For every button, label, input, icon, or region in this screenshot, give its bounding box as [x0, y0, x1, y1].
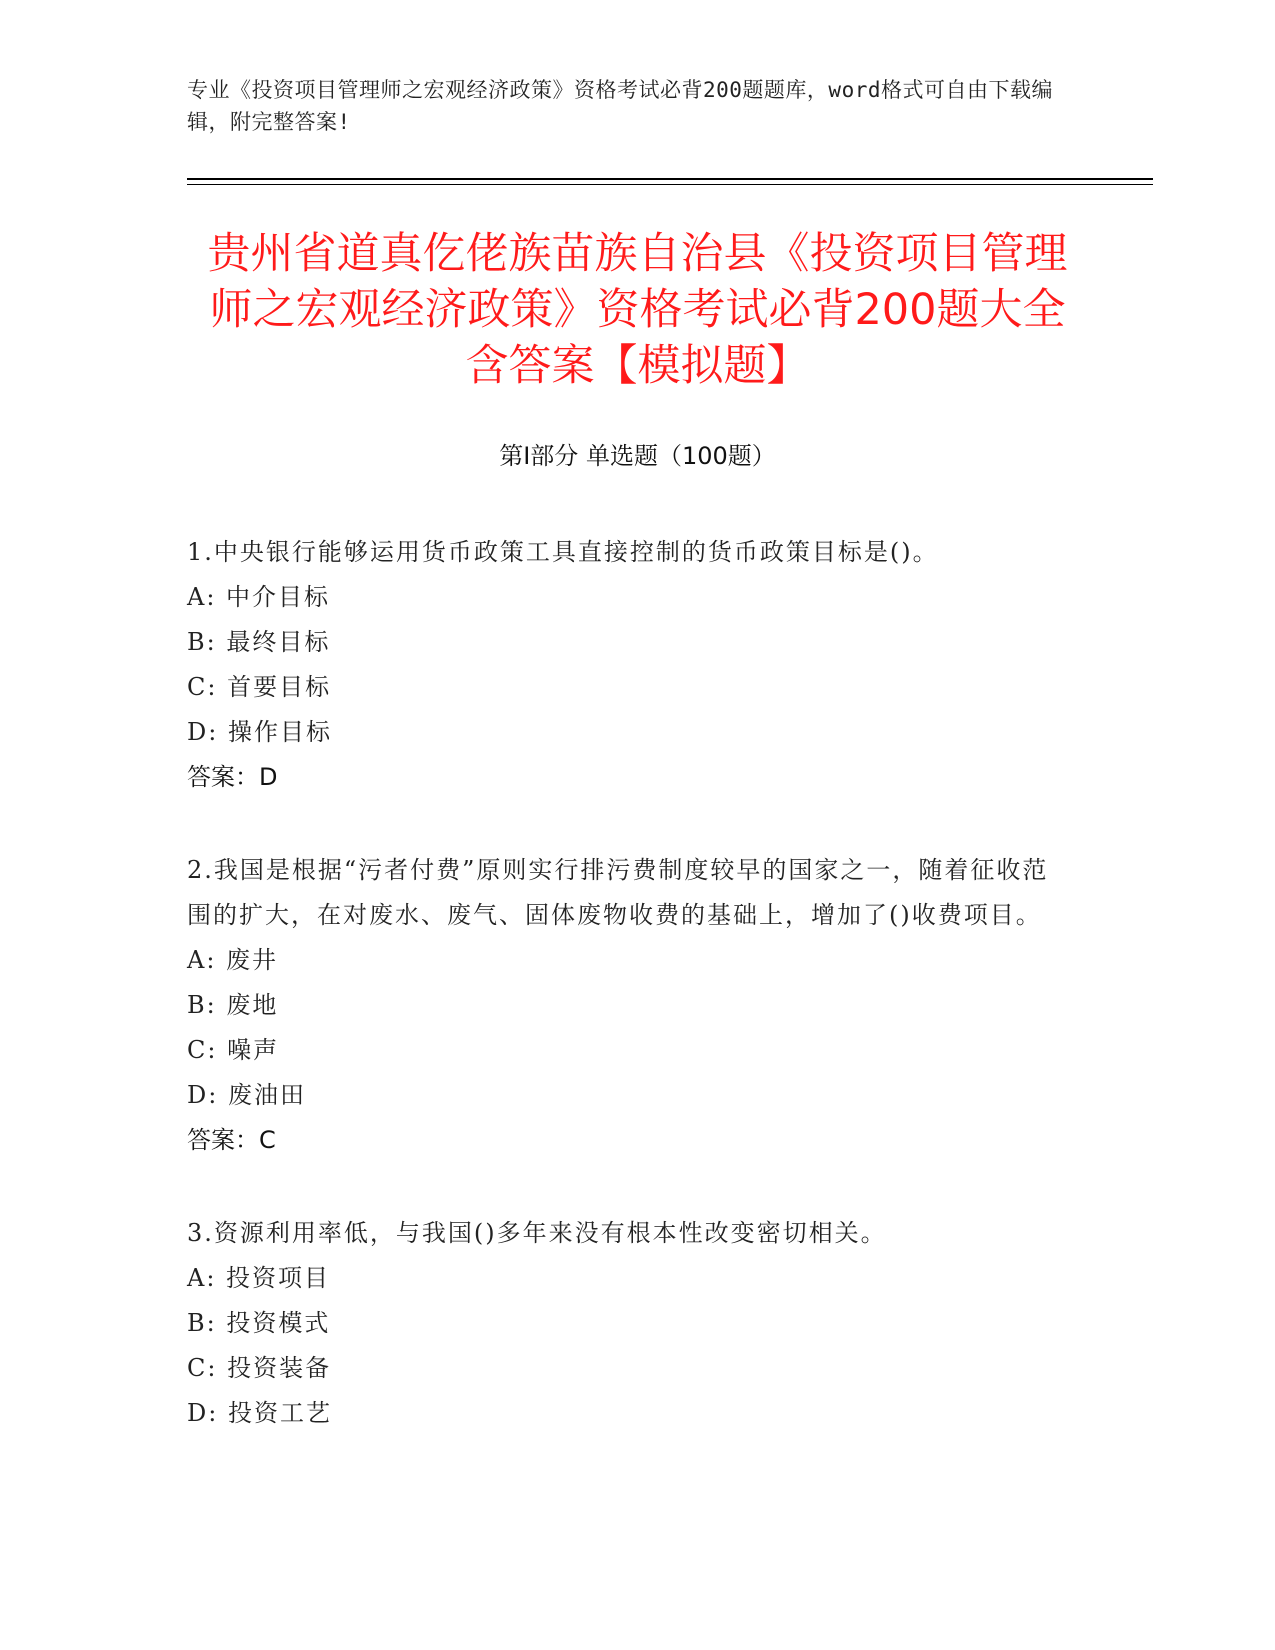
header-divider-thick: [187, 178, 1153, 180]
option-d: D: 投资工艺: [187, 1399, 332, 1427]
option-a: A: 中介目标: [187, 583, 331, 611]
question-2: [187, 848, 1067, 1163]
question-3: [187, 1211, 1067, 1436]
option-c: C: 投资装备: [187, 1354, 332, 1382]
option-d: D: 废油田: [187, 1081, 306, 1109]
section-title: 第Ⅰ部分 单选题（100题）: [499, 442, 776, 470]
option-c: C: 噪声: [187, 1036, 280, 1064]
question-stem: 1.中央银行能够运用货币政策工具直接控制的货币政策目标是()。: [187, 538, 939, 566]
option-c: C: 首要目标: [187, 673, 332, 701]
answer: 答案：C: [187, 1126, 276, 1154]
answer: 答案：D: [187, 763, 278, 791]
option-d: D: 操作目标: [187, 718, 332, 746]
header-note: 专业《投资项目管理师之宏观经济政策》资格考试必背200题题库，word格式可自由下载编辑，附完整答案!: [187, 78, 1053, 134]
option-b: B: 最终目标: [187, 628, 331, 656]
question-list: [187, 530, 1067, 1484]
question-stem: 3.资源利用率低，与我国()多年来没有根本性改变密切相关。: [187, 1219, 887, 1247]
document-title: 贵州省道真仡佬族苗族自治县《投资项目管理师之宏观经济政策》资格考试必背200题大全含答案【模拟题】: [207, 229, 1068, 391]
option-a: A: 废井: [187, 946, 279, 974]
question-1: [187, 530, 1067, 800]
option-b: B: 废地: [187, 991, 279, 1019]
option-a: A: 投资项目: [187, 1264, 331, 1292]
option-b: B: 投资模式: [187, 1309, 331, 1337]
question-stem: 2.我国是根据“污者付费”原则实行排污费制度较早的国家之一，随着征收范围的扩大，在对废水、废气、固体废物收费的基础上，增加了()收费项目。: [187, 856, 1049, 929]
header-divider-thin: [187, 184, 1153, 185]
